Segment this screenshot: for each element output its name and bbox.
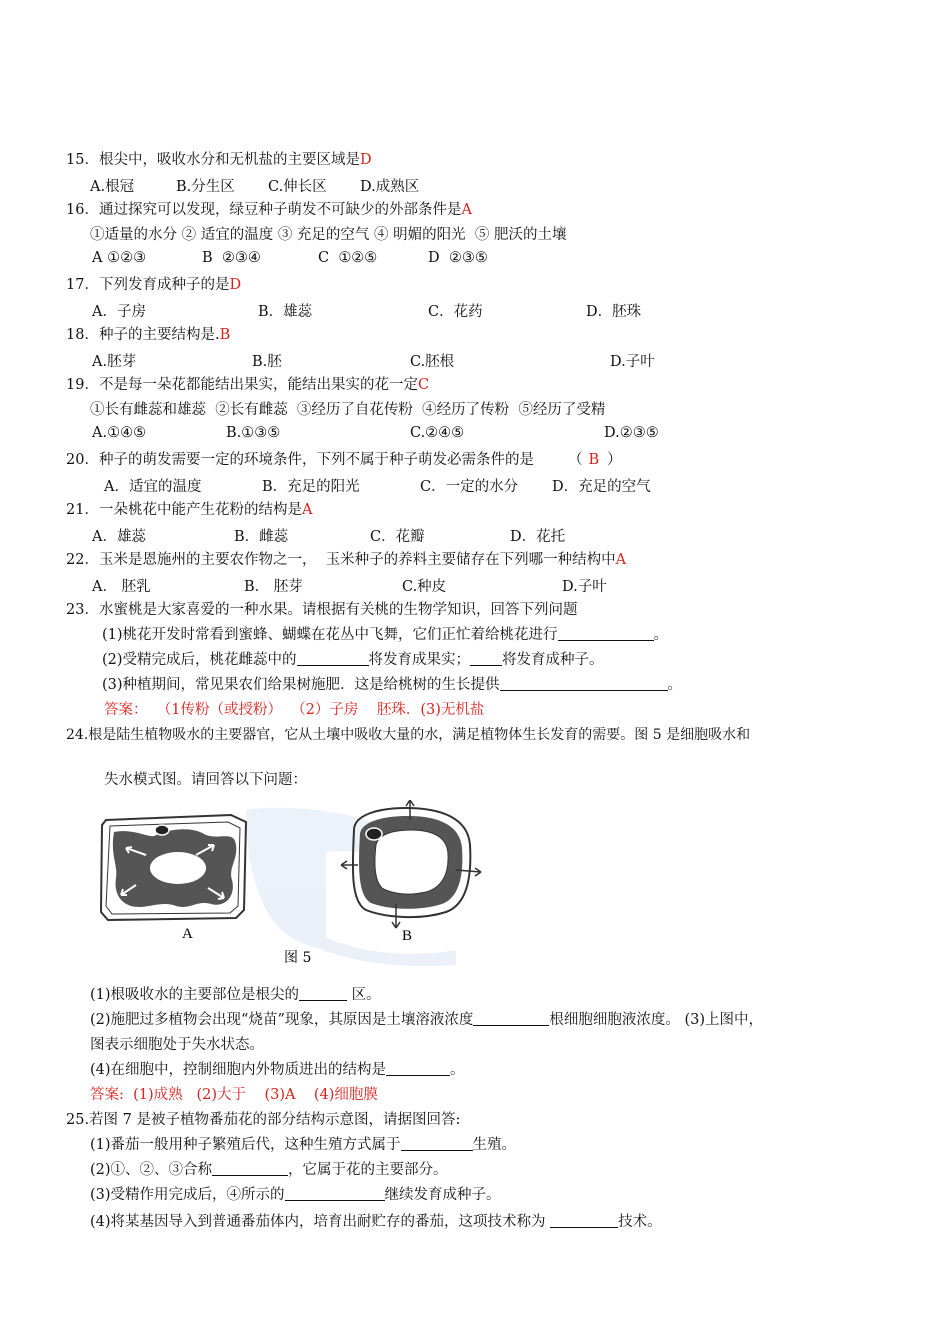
option: C．花药 — [428, 304, 483, 320]
option: B.胚 — [252, 354, 282, 370]
option: D.成熟区 — [360, 179, 420, 195]
q16-answer: A — [461, 202, 472, 218]
q16-items: ①适量的水分 ② 适宜的温度 ③ 充足的空气 ④ 明媚的阳光 ⑤ 肥沃的土壤 — [90, 227, 567, 243]
option: B ②③④ — [202, 250, 261, 266]
blank[interactable] — [285, 1186, 385, 1201]
cell-diagram-figure — [96, 800, 516, 970]
option: A.①④⑤ — [92, 425, 147, 441]
option: A ①②③ — [92, 250, 147, 266]
option: C．一定的水分 — [420, 479, 519, 495]
option: B.①③⑤ — [226, 425, 281, 441]
q24-part2: (2)施肥过多植物会出现“烧苗”现象，其原因是土壤溶液浓度 根细胞细胞液浓度。 (3)上图中， — [90, 1012, 764, 1028]
option: B.分生区 — [176, 179, 235, 195]
option: B． 胚芽 — [244, 579, 303, 595]
figure-caption: 图 5 — [284, 950, 312, 966]
q20-stem: 20．种子的萌发需要一定的环境条件，下列不属于种子萌发必需条件的是 （ B ） — [66, 452, 622, 468]
q23-part1: (1)桃花开发时常看到蜜蜂、蝴蝶在花丛中飞舞，它们正忙着给桃花进行 。 — [102, 627, 669, 643]
option: D.子叶 — [562, 579, 607, 595]
blank[interactable] — [558, 626, 654, 641]
option: D．充足的空气 — [552, 479, 651, 495]
option: A.根冠 — [90, 179, 135, 195]
q23-part2: (2)受精完成后，桃花雌蕊中的 将发育成果实； 将发育成种子。 — [102, 652, 604, 668]
q18-stem: 18．种子的主要结构是.B — [66, 327, 231, 343]
option: D.子叶 — [610, 354, 655, 370]
blank[interactable] — [500, 676, 668, 691]
q21-answer: A — [301, 502, 313, 518]
option: A． 胚乳 — [92, 579, 151, 595]
q18-answer: B — [219, 327, 231, 343]
cell-a — [101, 815, 246, 920]
option: D．胚珠 — [586, 304, 642, 320]
q15-stem: 15．根尖中，吸收水分和无机盐的主要区域是D — [66, 152, 372, 168]
q24-stem-line1: 24.根是陆生植物吸水的主要器官，它从土壤中吸收大量的水，满足植物体生长发育的需要。图 5 是细胞吸水和 — [66, 727, 751, 743]
option: A.胚芽 — [92, 354, 137, 370]
blank[interactable] — [550, 1213, 618, 1228]
option: B．雄蕊 — [258, 304, 313, 320]
q22-answer: A — [615, 552, 627, 568]
option: C.伸长区 — [268, 179, 327, 195]
q24-stem-line2: 失水模式图。请回答以下问题： — [104, 772, 307, 788]
q25-part3: (3)受精作用完成后，④所示的 继续发育成种子。 — [90, 1187, 501, 1203]
q24-part1: (1)根吸收水的主要部位是根尖的 区。 — [90, 987, 381, 1003]
option: C ①②⑤ — [318, 250, 378, 266]
option: D ②③⑤ — [428, 250, 488, 266]
q25-part4: (4)将某基因导入到普通番茄体内，培育出耐贮存的番茄，这项技术称为 技术。 — [90, 1214, 662, 1230]
q24-part3: 图表示细胞处于失水状态。 — [90, 1037, 264, 1053]
option: C.种皮 — [402, 579, 447, 595]
q19-stem: 19．不是每一朵花都能结出果实，能结出果实的花一定C — [66, 377, 430, 393]
option: B．充足的阳光 — [262, 479, 360, 495]
option: D．花托 — [510, 529, 566, 545]
option: B．雌蕊 — [234, 529, 289, 545]
option: A．雄蕊 — [92, 529, 146, 545]
q24-answer: 答案: (1)成熟 (2)大于 (3)A (4)细胞膜 — [90, 1087, 378, 1103]
q25-stem: 25.若图 7 是被子植物番茄花的部分结构示意图，请据图回答: — [66, 1112, 461, 1128]
blank[interactable] — [473, 1011, 549, 1026]
blank[interactable] — [212, 1161, 288, 1176]
blank[interactable] — [470, 651, 502, 666]
blank[interactable] — [299, 986, 347, 1001]
option: A．适宜的温度 — [104, 479, 202, 495]
q16-stem: 16．通过探究可以发现，绿豆种子萌发不可缺少的外部条件是A — [66, 202, 472, 218]
q25-part1: (1)番茄一般用种子繁殖后代，这种生殖方式属于 生殖。 — [90, 1137, 517, 1153]
q24-part4: (4)在细胞中，控制细胞内外物质进出的结构是 。 — [90, 1062, 465, 1078]
q21-stem: 21．一朵桃花中能产生花粉的结构是A — [66, 502, 313, 518]
label-a: A — [182, 926, 193, 942]
option: C.②④⑤ — [410, 425, 465, 441]
q17-answer: D — [229, 277, 242, 293]
blank[interactable] — [386, 1061, 450, 1076]
option: C．花瓣 — [370, 529, 425, 545]
q17-stem: 17．下列发育成种子的是D — [66, 277, 242, 293]
label-b: B — [402, 928, 413, 944]
q19-answer: C — [417, 377, 430, 393]
option: A．子房 — [92, 304, 146, 320]
q22-stem: 22．玉米是恩施州的主要农作物之一， 玉米种子的养料主要储存在下列哪一种结构中A — [66, 552, 627, 568]
q23-stem: 23．水蜜桃是大家喜爱的一种水果。请根据有关桃的生物学知识，回答下列问题 — [66, 602, 578, 618]
q25-part2: (2)①、②、③合称 ，它属于花的主要部分。 — [90, 1162, 448, 1178]
q20-answer: B — [588, 452, 600, 468]
q23-part3: (3)种植期间，常见果农们给果树施肥．这是给桃树的生长提供 。 — [102, 677, 683, 693]
q19-items: ①长有雌蕊和雄蕊 ②长有雌蕊 ③经历了自花传粉 ④经历了传粉 ⑤经历了受精 — [90, 402, 606, 418]
blank[interactable] — [297, 651, 369, 666]
q15-answer: D — [359, 152, 372, 168]
q23-answer: 答案： （1传粉（或授粉） （2）子房 胚珠．(3)无机盐 — [104, 702, 485, 718]
blank[interactable] — [401, 1136, 473, 1151]
option: D.②③⑤ — [604, 425, 659, 441]
option: C.胚根 — [410, 354, 455, 370]
